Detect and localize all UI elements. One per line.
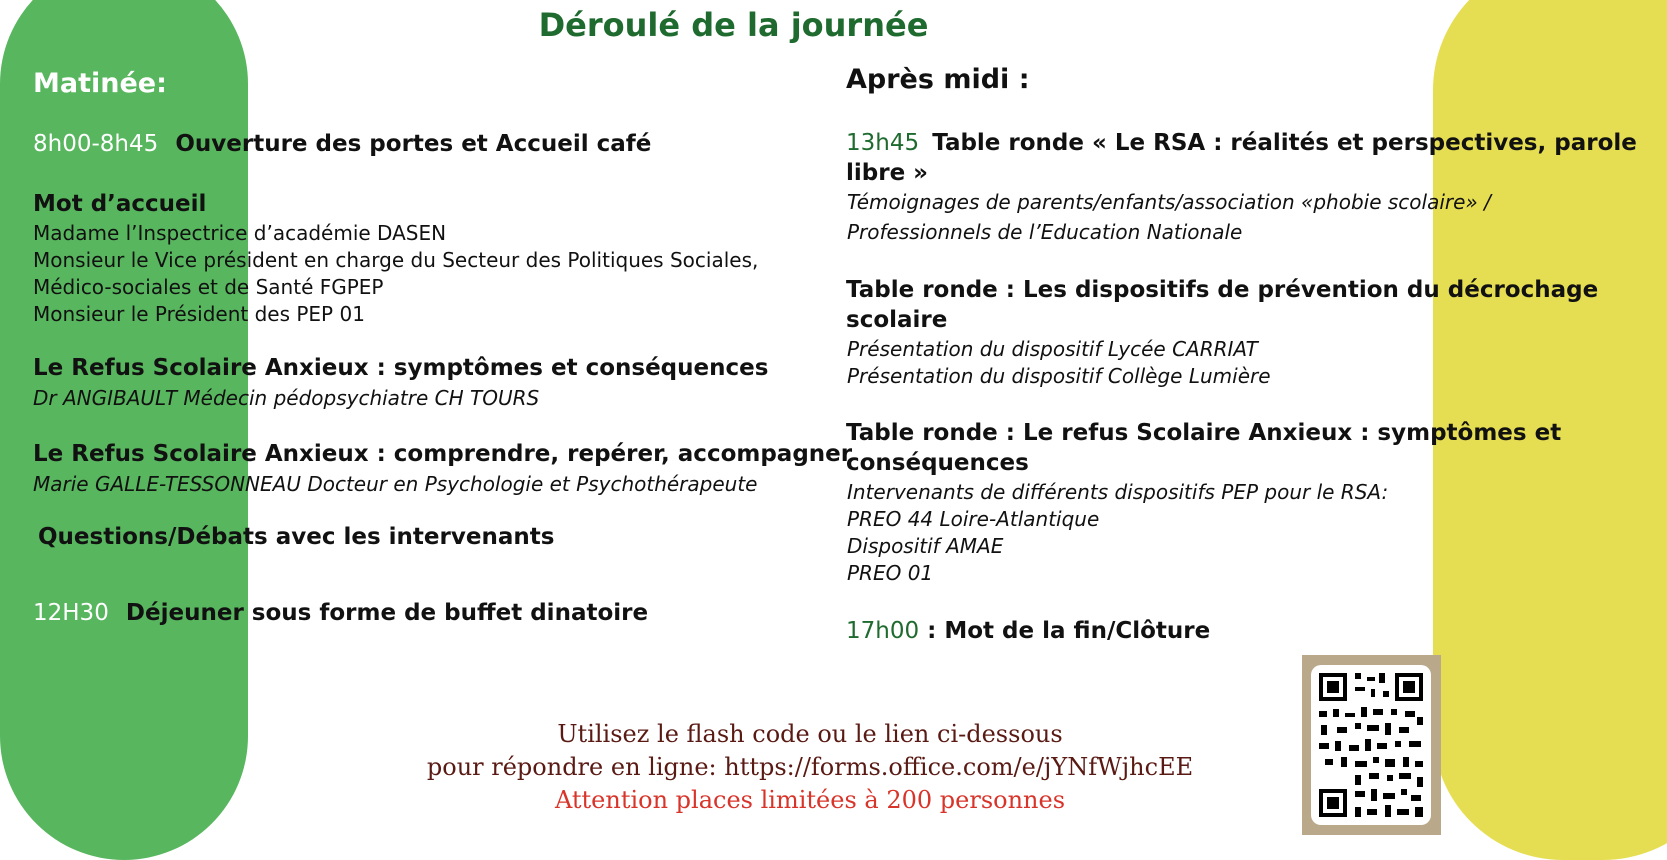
- round1-time: 13h45: [846, 130, 920, 156]
- talk2-speaker: Marie GALLE-TESSONNEAU Docteur en Psychologie et Psychothérapeute: [33, 472, 758, 496]
- round1-title: Table ronde « Le RSA : réalités et perspectives, parole: [932, 130, 1637, 156]
- closing-separator: :: [919, 618, 945, 644]
- round3-detail: Intervenants de différents dispositifs PEP pour le RSA:: [847, 480, 1389, 504]
- round2-title: Table ronde : Les dispositifs de prévention du décrochage: [846, 277, 1599, 303]
- footer-warning: Attention places limitées à 200 personnes: [554, 786, 1066, 814]
- welcome-heading: Mot d’accueil: [33, 191, 207, 217]
- welcome-line: Médico-sociales et de Santé FGPEP: [33, 275, 384, 299]
- round3-detail: PREO 01: [847, 561, 934, 585]
- closing-label: Mot de la fin/Clôture: [944, 618, 1211, 644]
- closing-row: [846, 618, 1210, 644]
- round3-detail: PREO 44 Loire-Atlantique: [847, 507, 1100, 531]
- lunch-row: [33, 600, 648, 626]
- round2-detail: Présentation du dispositif Lycée CARRIAT: [847, 337, 1258, 361]
- talk1-heading: Le Refus Scolaire Anxieux : symptômes et conséquences: [33, 355, 769, 381]
- welcome-line: Monsieur le Vice président en charge du Secteur des Politiques Sociales,: [33, 248, 759, 272]
- welcome-line: Monsieur le Président des PEP 01: [33, 302, 365, 326]
- qr-code-icon[interactable]: [1311, 665, 1431, 825]
- round1-title-cont: libre »: [846, 160, 929, 186]
- qr-code-graphic: [1311, 665, 1431, 825]
- footer-link-line[interactable]: pour répondre en ligne: https://forms.office.com/e/jYNfWjhcEE: [426, 753, 1194, 781]
- round1-detail: Témoignages de parents/enfants/association «phobie scolaire» /: [847, 190, 1491, 214]
- questions-item: Questions/Débats avec les intervenants: [38, 524, 555, 550]
- round2-title-cont: scolaire: [846, 307, 948, 333]
- round1-detail: Professionnels de l’Education Nationale: [847, 220, 1243, 244]
- afternoon-heading: Après midi :: [846, 64, 1030, 95]
- round2-detail: Présentation du dispositif Collège Lumière: [847, 364, 1271, 388]
- opening-label: Ouverture des portes et Accueil café: [175, 131, 652, 157]
- lunch-label: Déjeuner sous forme de buffet dinatoire: [125, 600, 649, 626]
- round3-detail: Dispositif AMAE: [847, 534, 1004, 558]
- round1-line1: [846, 130, 1637, 156]
- opening-time: 8h00-8h45: [33, 131, 159, 157]
- page-title: Déroulé de la journée: [538, 6, 929, 44]
- round3-title: Table ronde : Le refus Scolaire Anxieux : symptômes et: [846, 420, 1562, 446]
- opening-row: [33, 131, 651, 157]
- closing-time: 17h00: [846, 618, 920, 644]
- lunch-time: 12H30: [33, 600, 109, 626]
- footer-line1: Utilisez le flash code ou le lien ci-dessous: [557, 720, 1063, 748]
- round3-title-cont: conséquences: [846, 450, 1029, 476]
- welcome-line: Madame l’Inspectrice d’académie DASEN: [33, 221, 447, 245]
- talk2-heading: Le Refus Scolaire Anxieux : comprendre, repérer, accompagner: [33, 441, 853, 467]
- talk1-speaker: Dr ANGIBAULT Médecin pédopsychiatre CH TOURS: [33, 386, 540, 410]
- morning-heading: Matinée:: [33, 68, 167, 99]
